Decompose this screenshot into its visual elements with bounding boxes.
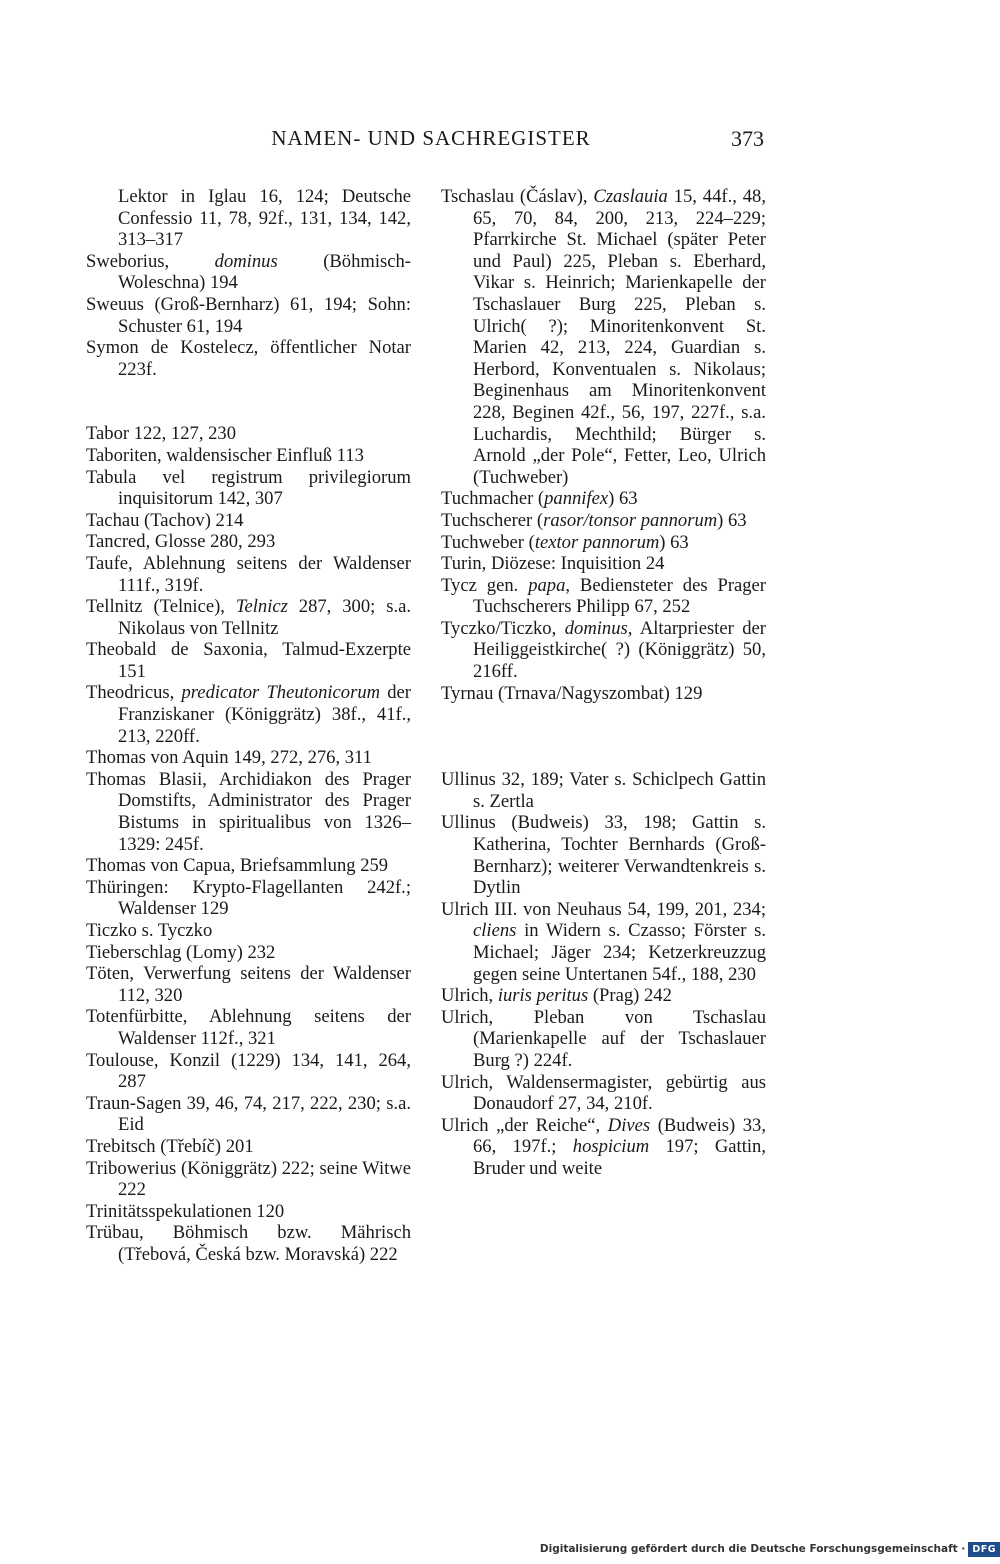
index-entry: Theobald de Saxonia, Talmud-Exzerpte 151 xyxy=(86,639,411,682)
index-entry: Tabula vel registrum privilegiorum inquisitorum 142, 307 xyxy=(86,466,411,510)
index-entry: Thomas von Aquin 149, 272, 276, 311 xyxy=(86,747,372,769)
letter-section-gap xyxy=(86,380,411,423)
page-header xyxy=(86,126,764,158)
index-entry: Sweborius, dominus (Böhmisch-Woleschna) 194 xyxy=(86,250,411,294)
index-entry: Töten, Verwerfung seitens der Waldenser 112, 320 xyxy=(86,963,411,1006)
index-entry: Trinitätsspekulationen 120 xyxy=(86,1200,285,1222)
credit-text: Digitalisierung gefördert durch die Deutsche Forschungsgemeinschaft · xyxy=(539,1543,966,1555)
index-entry: Theodricus, predicator Theutonicorum der Franziskaner (Königgrätz) 38f., 41f., 213, 220ff. xyxy=(86,682,411,747)
index-entry: Thüringen: Krypto-Flagellanten 242f.; Waldenser 129 xyxy=(86,876,411,920)
index-entry: Tribowerius (Königgrätz) 222; seine Witwe 222 xyxy=(86,1157,411,1201)
page-number: 373 xyxy=(731,126,764,151)
index-column-right xyxy=(441,186,766,1180)
index-entry: Traun-Sagen 39, 46, 74, 217, 222, 230; s.a. Eid xyxy=(86,1092,411,1136)
index-entry: Thomas Blasii, Archidiakon des Prager Domstifts, Administrator des Prager Bistums in spiritualibus von 1326–1329: 245f. xyxy=(86,768,411,855)
index-entry: Tieberschlag (Lomy) 232 xyxy=(86,941,276,963)
index-entry: Trebitsch (Třebíč) 201 xyxy=(86,1135,254,1157)
index-entry: Taboriten, waldensischer Einfluß 113 xyxy=(86,444,364,466)
index-entry: Tschaslau (Čáslav), Czaslauia 15, 44f., 48, 65, 70, 84, 200, 213, 224–229; Pfarrkirche St. Michael (später Peter und Paul) 225, Pleban s. Eberhard, Vikar s. Heinrich; Marienkapelle der Tschaslauer Burg 225, Pleban s. Ulrich( ?); Minoritenkonvent St. Marien 42, 213, 224, Guardian s. Herbord, Konventualen s. Nikolaus; Beginenhaus am Minoritenkonvent 228, Beginen 42f., 56, 197, 227f., s.a. Luchardis, Mechthild; Bürger s. Arnold „der Pole“, Fetter, Leo, Ulrich (Tuchweber) xyxy=(441,186,766,488)
index-entry: Thomas von Capua, Briefsammlung 259 xyxy=(86,855,389,877)
index-entry: Tancred, Glosse 280, 293 xyxy=(86,531,276,553)
index-entry: Ticzko s. Tyczko xyxy=(86,920,213,941)
index-entry: Ullinus (Budweis) 33, 198; Gattin s. Katherina, Tochter Bernhards (Groß-Bernharz); weiterer Verwandtenkreis s. Dytlin xyxy=(441,812,766,899)
index-column-left xyxy=(86,186,411,1266)
index-entry: Tycz gen. papa, Bediensteter des Prager Tuchscherers Philipp 67, 252 xyxy=(441,574,767,618)
index-entry: Ulrich, Pleban von Tschaslau (Marienkapelle auf der Tschaslauer Burg ?) 224f. xyxy=(441,1006,766,1071)
index-entry: Ulrich, Waldensermagister, gebürtig aus Donaudorf 27, 34, 210f. xyxy=(441,1071,766,1115)
index-entry: Sweuus (Groß-Bernharz) 61, 194; Sohn: Schuster 61, 194 xyxy=(86,293,411,337)
index-entry: Tyczko/Ticzko, dominus, Altarpriester der Heiliggeistkirche( ?) (Königgrätz) 50, 216ff. xyxy=(441,617,767,683)
running-title: NAMEN- UND SACHREGISTER xyxy=(271,126,591,150)
index-entry: Trübau, Böhmisch bzw. Mährisch (Třebová, Česká bzw. Moravská) 222 xyxy=(86,1222,411,1265)
index-entry: Tabor 122, 127, 230 xyxy=(86,423,237,445)
index-entry: Toulouse, Konzil (1229) 134, 141, 264, 287 xyxy=(86,1049,411,1093)
index-entry: Tuchscherer (rasor/tonsor pannorum) 63 xyxy=(441,509,747,531)
index-entry: Tuchweber (textor pannorum) 63 xyxy=(441,531,689,553)
index-entry: Tellnitz (Telnice), Telnicz 287, 300; s.a. Nikolaus von Tellnitz xyxy=(86,596,411,639)
index-entry: Turin, Diözese: Inquisition 24 xyxy=(441,553,665,575)
index-entry: Tyrnau (Trnava/Nagyszombat) 129 xyxy=(441,682,703,704)
dfg-logo: DFG xyxy=(968,1542,1000,1557)
index-entry: Symon de Kostelecz, öffentlicher Notar 223f. xyxy=(86,337,411,380)
letter-section-gap xyxy=(441,704,766,769)
index-entry: Tuchmacher (pannifex) 63 xyxy=(441,488,638,510)
index-entry: Totenfürbitte, Ablehnung seitens der Waldenser 112f., 321 xyxy=(86,1006,411,1049)
index-entry: Ulrich III. von Neuhaus 54, 199, 201, 234; cliens in Widern s. Czasso; Förster s. Michael; Jäger 234; Ketzerkreuzzug gegen seine Untertanen 54f., 188, 230 xyxy=(441,898,766,985)
index-entry: Ulrich, iuris peritus (Prag) 242 xyxy=(441,985,672,1007)
index-entry: Ullinus 32, 189; Vater s. Schiclpech Gattin s. Zertla xyxy=(441,769,766,812)
index-entry: Ulrich „der Reiche“, Dives (Budweis) 33, 66, 197f.; hospicium 197; Gattin, Bruder und weite xyxy=(441,1114,767,1179)
index-entry: Lektor in Iglau 16, 124; Deutsche Confessio 11, 78, 92f., 131, 134, 142, 313–317 xyxy=(118,186,411,251)
index-entry: Tachau (Tachov) 214 xyxy=(86,509,244,531)
digitization-credit xyxy=(540,1540,1000,1558)
index-entry: Taufe, Ablehnung seitens der Waldenser 111f., 319f. xyxy=(86,552,411,596)
